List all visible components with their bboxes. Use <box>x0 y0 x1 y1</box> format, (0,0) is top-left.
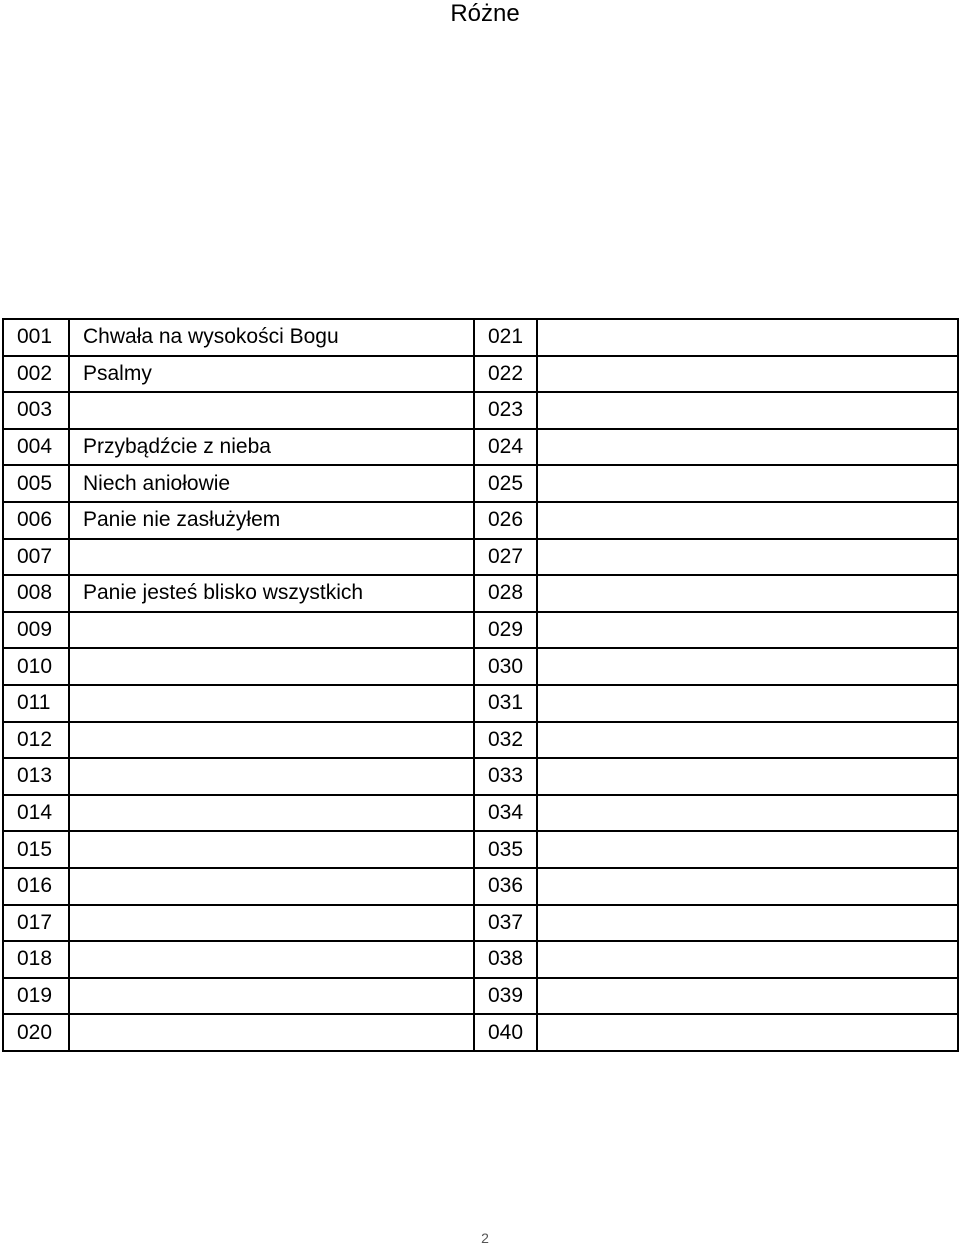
entry-number-left: 015 <box>3 831 69 868</box>
entry-number-left: 008 <box>3 575 69 612</box>
entry-title-left: Psalmy <box>69 356 474 393</box>
entry-title-right <box>537 539 958 576</box>
entry-title-right <box>537 795 958 832</box>
song-index-table <box>2 318 959 1052</box>
entry-number-right: 033 <box>474 758 537 795</box>
entry-number-right: 021 <box>474 319 537 356</box>
entry-number-right: 035 <box>474 831 537 868</box>
entry-title-left <box>69 978 474 1015</box>
entry-title-left: Przybądźcie z nieba <box>69 429 474 466</box>
entry-title-left: Chwała na wysokości Bogu <box>69 319 474 356</box>
entry-title-right <box>537 392 958 429</box>
entry-number-left: 014 <box>3 795 69 832</box>
entry-number-right: 038 <box>474 941 537 978</box>
table-row <box>3 831 958 868</box>
entry-number-left: 020 <box>3 1014 69 1051</box>
table-row <box>3 539 958 576</box>
entry-title-right <box>537 868 958 905</box>
entry-number-left: 019 <box>3 978 69 1015</box>
entry-title-right <box>537 429 958 466</box>
entry-title-right <box>537 648 958 685</box>
entry-title-right <box>537 722 958 759</box>
entry-title-left <box>69 941 474 978</box>
table-row <box>3 319 958 356</box>
entry-number-right: 026 <box>474 502 537 539</box>
entry-number-right: 027 <box>474 539 537 576</box>
page-number: 2 <box>481 1230 489 1246</box>
entry-title-left <box>69 648 474 685</box>
entry-number-left: 005 <box>3 465 69 502</box>
table-row <box>3 905 958 942</box>
entry-title-left <box>69 1014 474 1051</box>
entry-number-left: 002 <box>3 356 69 393</box>
table-row <box>3 868 958 905</box>
entry-number-right: 040 <box>474 1014 537 1051</box>
entry-number-right: 036 <box>474 868 537 905</box>
entry-number-right: 022 <box>474 356 537 393</box>
entry-number-left: 012 <box>3 722 69 759</box>
entry-number-right: 025 <box>474 465 537 502</box>
page-title: Różne <box>450 0 520 27</box>
entry-number-left: 006 <box>3 502 69 539</box>
entry-title-right <box>537 319 958 356</box>
entry-title-left <box>69 905 474 942</box>
entry-title-right <box>537 941 958 978</box>
entry-number-right: 029 <box>474 612 537 649</box>
table-row <box>3 392 958 429</box>
entry-number-left: 011 <box>3 685 69 722</box>
table-row <box>3 758 958 795</box>
table-row <box>3 502 958 539</box>
entry-number-left: 016 <box>3 868 69 905</box>
table-row <box>3 575 958 612</box>
entry-number-right: 028 <box>474 575 537 612</box>
entry-number-left: 017 <box>3 905 69 942</box>
table-row <box>3 356 958 393</box>
entry-title-right <box>537 356 958 393</box>
entry-number-right: 023 <box>474 392 537 429</box>
entry-number-right: 024 <box>474 429 537 466</box>
entry-title-right <box>537 1014 958 1051</box>
entry-title-right <box>537 685 958 722</box>
entry-number-left: 003 <box>3 392 69 429</box>
table-row <box>3 685 958 722</box>
entry-number-right: 034 <box>474 795 537 832</box>
entry-title-right <box>537 612 958 649</box>
entry-number-right: 037 <box>474 905 537 942</box>
entry-title-left <box>69 868 474 905</box>
entry-title-left <box>69 795 474 832</box>
table-row <box>3 978 958 1015</box>
entry-title-right <box>537 905 958 942</box>
table-row <box>3 941 958 978</box>
entry-number-left: 013 <box>3 758 69 795</box>
entry-number-left: 001 <box>3 319 69 356</box>
entry-title-left <box>69 758 474 795</box>
entry-number-left: 007 <box>3 539 69 576</box>
entry-title-right <box>537 575 958 612</box>
entry-title-left: Panie jesteś blisko wszystkich <box>69 575 474 612</box>
entry-title-right <box>537 465 958 502</box>
entry-title-right <box>537 502 958 539</box>
entry-title-left <box>69 392 474 429</box>
entry-number-right: 032 <box>474 722 537 759</box>
entry-title-right <box>537 758 958 795</box>
entry-number-left: 009 <box>3 612 69 649</box>
table-body <box>3 319 958 1051</box>
entry-title-right <box>537 978 958 1015</box>
entry-title-left: Niech aniołowie <box>69 465 474 502</box>
entry-number-left: 010 <box>3 648 69 685</box>
entry-number-left: 018 <box>3 941 69 978</box>
table-row <box>3 612 958 649</box>
table-row <box>3 648 958 685</box>
entry-number-right: 039 <box>474 978 537 1015</box>
entry-title-left: Panie nie zasłużyłem <box>69 502 474 539</box>
table-row <box>3 429 958 466</box>
table-row <box>3 795 958 832</box>
entry-title-left <box>69 539 474 576</box>
entry-title-left <box>69 685 474 722</box>
entry-title-left <box>69 722 474 759</box>
entry-title-left <box>69 612 474 649</box>
entry-number-right: 030 <box>474 648 537 685</box>
entry-number-right: 031 <box>474 685 537 722</box>
entry-title-left <box>69 831 474 868</box>
entry-title-right <box>537 831 958 868</box>
table-row <box>3 465 958 502</box>
table-row <box>3 1014 958 1051</box>
table-row <box>3 722 958 759</box>
entry-number-left: 004 <box>3 429 69 466</box>
